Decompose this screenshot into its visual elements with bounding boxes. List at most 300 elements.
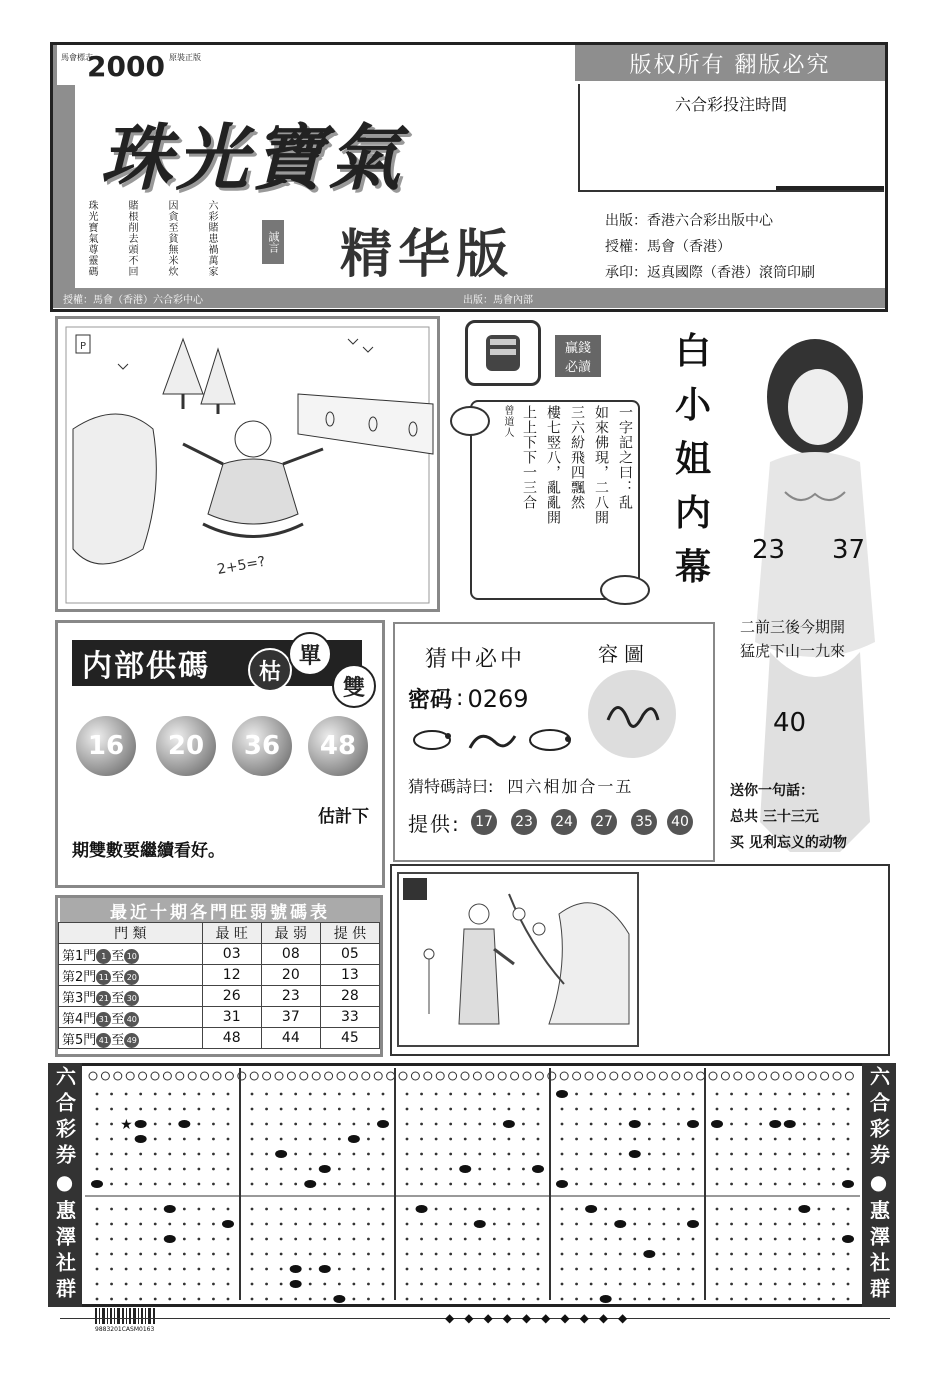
scroll-curl-bottom (600, 575, 650, 605)
grid-dot (788, 1268, 791, 1271)
code-ball: 20 (156, 716, 216, 776)
grid-dot (251, 1298, 254, 1301)
grid-dot (265, 1138, 268, 1141)
grid-dot (154, 1168, 157, 1171)
grid-dot (420, 1223, 423, 1226)
grid-dot (168, 1123, 171, 1126)
grid-dot (265, 1208, 268, 1211)
grid-dot (420, 1138, 423, 1141)
grid-dot (803, 1153, 806, 1156)
logo (57, 45, 207, 85)
grid-dot (847, 1208, 850, 1211)
grid-dot (493, 1138, 496, 1141)
grid-dot (227, 1183, 230, 1186)
grid-header-dot (411, 1072, 419, 1080)
grid-dot (406, 1108, 409, 1111)
grid-dot (125, 1268, 128, 1271)
grid-dot (817, 1223, 820, 1226)
grid-dot (449, 1298, 452, 1301)
grid-dot (633, 1253, 636, 1256)
grid-dot (575, 1138, 578, 1141)
grid-dot (323, 1253, 326, 1256)
grid-dot (774, 1093, 777, 1096)
grid-dot (265, 1238, 268, 1241)
stats-table (58, 922, 380, 1049)
grid-header-dot (808, 1072, 816, 1080)
grid-header-dot (461, 1072, 469, 1080)
grid-dot (803, 1138, 806, 1141)
cold-cell: 08 (261, 944, 320, 965)
grid-dot (803, 1223, 806, 1226)
grid-dot (125, 1298, 128, 1301)
grid-side-label-right: 六合彩券●惠澤社群 (862, 1063, 896, 1307)
grid-dot (183, 1268, 186, 1271)
verse-line: 一字記之曰：乱 (617, 405, 633, 510)
grid-header-dot (399, 1072, 407, 1080)
grid-dot (817, 1153, 820, 1156)
grid-dot (575, 1238, 578, 1241)
grid-dot (537, 1183, 540, 1186)
grid-header-dot (759, 1072, 767, 1080)
grid-dot (251, 1208, 254, 1211)
grid-header-dot (622, 1072, 630, 1080)
grid-dot (309, 1253, 312, 1256)
grid-dot (832, 1123, 835, 1126)
grid-dot (590, 1183, 593, 1186)
grid-dot (435, 1108, 438, 1111)
grid-dot (110, 1238, 113, 1241)
grid-dot (604, 1183, 607, 1186)
grid-header-dot (349, 1072, 357, 1080)
grid-dot (774, 1108, 777, 1111)
grid-dot (464, 1238, 467, 1241)
grid-dot (730, 1138, 733, 1141)
grid-dot (561, 1238, 564, 1241)
lottery-grid (85, 1066, 860, 1304)
provide-ball: 23 (511, 809, 537, 835)
dragon-icon (470, 736, 515, 748)
grid-dot (294, 1138, 297, 1141)
grid-dot (604, 1268, 607, 1271)
grid-dot (309, 1298, 312, 1301)
grid-dot (406, 1268, 409, 1271)
grid-dot (251, 1283, 254, 1286)
cold-cell: 23 (261, 986, 320, 1007)
grid-dot (745, 1168, 748, 1171)
grid-mark (91, 1180, 103, 1188)
verse (500, 405, 635, 525)
grid-dot (323, 1208, 326, 1211)
grid-dot (125, 1238, 128, 1241)
grid-dot (125, 1208, 128, 1211)
grid-header-dot (374, 1072, 382, 1080)
grid-dot (251, 1183, 254, 1186)
grid-dot (449, 1238, 452, 1241)
grid-dot (619, 1298, 622, 1301)
grid-dot (692, 1168, 695, 1171)
grid-dot (265, 1183, 268, 1186)
grid-dot (168, 1168, 171, 1171)
barcode-number: 9883201CASM0163 (95, 1326, 155, 1333)
grid-dot (367, 1268, 370, 1271)
grid-dot (323, 1238, 326, 1241)
grid-mark (348, 1135, 360, 1143)
grid-dot (227, 1168, 230, 1171)
grid-dot (96, 1223, 99, 1226)
grid-dot (774, 1153, 777, 1156)
grid-dot (648, 1138, 651, 1141)
grid-dot (745, 1238, 748, 1241)
grid-dot (323, 1138, 326, 1141)
grid-dot (522, 1208, 525, 1211)
grid-dot (212, 1138, 215, 1141)
grid-dot (435, 1283, 438, 1286)
grid-dot (435, 1298, 438, 1301)
grid-dot (154, 1298, 157, 1301)
grid-dot (803, 1108, 806, 1111)
grid-dot (648, 1183, 651, 1186)
grid-dot (633, 1093, 636, 1096)
grid-header-dot (845, 1072, 853, 1080)
publisher-info (605, 208, 815, 286)
grid-dot (537, 1093, 540, 1096)
grid-mark (687, 1120, 699, 1128)
grid-dot (730, 1298, 733, 1301)
grid-dot (478, 1138, 481, 1141)
grid-dot (280, 1208, 283, 1211)
grid-dot (294, 1168, 297, 1171)
grid-dot (168, 1183, 171, 1186)
grid-dot (464, 1123, 467, 1126)
grid-header-dot (560, 1072, 568, 1080)
logo-right-text: 原裝正版 (169, 53, 201, 62)
send-phrase-line: 总共 三十三元 (730, 809, 819, 825)
grid-dot (338, 1283, 341, 1286)
girl-hint (740, 615, 845, 663)
grid-dot (183, 1223, 186, 1226)
table-row (59, 965, 380, 986)
scroll-curl-top (450, 406, 490, 436)
poem-label: 猜特碼詩曰: (408, 777, 494, 796)
grid-dot (522, 1168, 525, 1171)
grid-dot (294, 1253, 297, 1256)
grid-dot (522, 1183, 525, 1186)
grid-dot (352, 1153, 355, 1156)
grid-dot (716, 1183, 719, 1186)
grid-dot (847, 1138, 850, 1141)
grid-dot (183, 1208, 186, 1211)
grid-dot (832, 1168, 835, 1171)
grid-dot (449, 1283, 452, 1286)
table-row (59, 1028, 380, 1049)
grid-dot (265, 1108, 268, 1111)
grid-dot (449, 1268, 452, 1271)
grid-dot (759, 1123, 762, 1126)
grid-dot (507, 1093, 510, 1096)
grid-dot (251, 1168, 254, 1171)
grid-mark (319, 1265, 331, 1273)
grid-dot (590, 1253, 593, 1256)
grid-dot (522, 1153, 525, 1156)
grid-dot (561, 1208, 564, 1211)
grid-dot (183, 1153, 186, 1156)
grid-dot (677, 1253, 680, 1256)
grid-dot (280, 1168, 283, 1171)
grid-dot (507, 1253, 510, 1256)
grid-header-dot (337, 1072, 345, 1080)
grid-dot (575, 1298, 578, 1301)
grid-dot (832, 1298, 835, 1301)
grid-dot (730, 1093, 733, 1096)
grid-dot (197, 1208, 200, 1211)
slogan (85, 200, 255, 290)
grid-dot (338, 1123, 341, 1126)
grid-dot (478, 1123, 481, 1126)
grid-header-dot (101, 1072, 109, 1080)
grid-dot (280, 1238, 283, 1241)
grid-header-dot (486, 1072, 494, 1080)
grid-dot (575, 1123, 578, 1126)
grid-dot (716, 1253, 719, 1256)
gate-cell: 第1門 1 至 10 (59, 944, 203, 965)
grid-dot (352, 1268, 355, 1271)
grid-mark (614, 1220, 626, 1228)
grid-header-dot (771, 1072, 779, 1080)
grid-dot (227, 1208, 230, 1211)
grid-dot (575, 1253, 578, 1256)
pick-cell: 05 (320, 944, 379, 965)
grid-dot (648, 1153, 651, 1156)
grid-dot (212, 1283, 215, 1286)
gate-cell: 第2門 11 至 20 (59, 965, 203, 986)
grid-dot (294, 1223, 297, 1226)
grid-dot (464, 1093, 467, 1096)
grid-dot (435, 1138, 438, 1141)
grid-dot (493, 1223, 496, 1226)
grid-dot (352, 1253, 355, 1256)
grid-dot (633, 1183, 636, 1186)
grid-dot (382, 1268, 385, 1271)
grid-dot (265, 1298, 268, 1301)
grid-dot (251, 1268, 254, 1271)
grid-dot (759, 1108, 762, 1111)
grid-dot (507, 1238, 510, 1241)
grid-dot (604, 1153, 607, 1156)
grid-dot (832, 1183, 835, 1186)
grid-dot (367, 1298, 370, 1301)
grid-dot (633, 1223, 636, 1226)
provide-ball: 35 (631, 809, 657, 835)
grid-dot (590, 1138, 593, 1141)
gate-cell: 第5門 41 至 49 (59, 1028, 203, 1049)
grid-dot (633, 1238, 636, 1241)
grid-dot (212, 1183, 215, 1186)
boy-illustration-art (58, 319, 437, 609)
grid-dot (759, 1183, 762, 1186)
grid-dot (774, 1238, 777, 1241)
grid-dot (817, 1168, 820, 1171)
grid-dot (323, 1123, 326, 1126)
grid-dot (367, 1123, 370, 1126)
grid-dot (817, 1238, 820, 1241)
grid-dot (309, 1238, 312, 1241)
grid-dot (730, 1238, 733, 1241)
grid-dot (759, 1298, 762, 1301)
grid-mark (164, 1205, 176, 1213)
grid-dot (168, 1298, 171, 1301)
grid-dot (406, 1093, 409, 1096)
grid-dot (139, 1208, 142, 1211)
grid-dot (464, 1183, 467, 1186)
grid-dot (817, 1183, 820, 1186)
grid-dot (323, 1093, 326, 1096)
svg-text:P: P (80, 341, 87, 352)
grid-dot (435, 1223, 438, 1226)
grid-dot (730, 1223, 733, 1226)
grid-dot (507, 1268, 510, 1271)
grid-dot (183, 1253, 186, 1256)
grid-dot (537, 1138, 540, 1141)
grid-mark (842, 1235, 854, 1243)
grid-header-dot (721, 1072, 729, 1080)
grid-dot (212, 1298, 215, 1301)
grid-dot (309, 1093, 312, 1096)
grid-dot (352, 1123, 355, 1126)
grid-header-dot (250, 1072, 258, 1080)
grid-dot (110, 1183, 113, 1186)
provide-ball: 17 (471, 809, 497, 835)
grid-dot (352, 1298, 355, 1301)
grid-dot (788, 1238, 791, 1241)
grid-dot (575, 1168, 578, 1171)
grid-dot (352, 1108, 355, 1111)
grid-dot (352, 1093, 355, 1096)
masthead-footer-right: 出版：馬會內部 (463, 294, 533, 306)
grid-dot (227, 1123, 230, 1126)
grid-dot (154, 1153, 157, 1156)
grid-mark (532, 1165, 544, 1173)
grid-dot (507, 1283, 510, 1286)
grid-dot (677, 1223, 680, 1226)
grid-dot (367, 1283, 370, 1286)
grid-dot (280, 1108, 283, 1111)
grid-dot (847, 1283, 850, 1286)
grid-mark (643, 1250, 655, 1258)
grid-dot (110, 1223, 113, 1226)
grid-dot (382, 1208, 385, 1211)
grid-dot (759, 1208, 762, 1211)
grid-dot (154, 1093, 157, 1096)
grid-dot (183, 1298, 186, 1301)
grid-dot (788, 1223, 791, 1226)
grid-dot (507, 1208, 510, 1211)
grid-dot (677, 1138, 680, 1141)
grid-dot (96, 1253, 99, 1256)
grid-dot (352, 1183, 355, 1186)
grid-dot (774, 1298, 777, 1301)
grid-mark (333, 1295, 345, 1303)
grid-dot (227, 1093, 230, 1096)
grid-dot (788, 1298, 791, 1301)
grid-dot (774, 1138, 777, 1141)
grid-dot (478, 1208, 481, 1211)
grid-dot (493, 1168, 496, 1171)
grid-dot (323, 1183, 326, 1186)
grid-dot (493, 1238, 496, 1241)
grid-dot (139, 1268, 142, 1271)
grid-dot (561, 1298, 564, 1301)
grid-dot (716, 1108, 719, 1111)
grid-dot (294, 1153, 297, 1156)
grid-dot (294, 1123, 297, 1126)
grid-dot (110, 1123, 113, 1126)
grid-dot (692, 1238, 695, 1241)
grid-dot (212, 1108, 215, 1111)
grid-dot (338, 1223, 341, 1226)
poem-text: 四六相加合一五 (507, 777, 634, 796)
grid-dot (759, 1093, 762, 1096)
grid-dot (692, 1268, 695, 1271)
grid-dot (251, 1153, 254, 1156)
grid-dot (561, 1223, 564, 1226)
grid-dot (227, 1138, 230, 1141)
pick-cell: 45 (320, 1028, 379, 1049)
provide-label: 提供: (408, 812, 461, 836)
grid-dot (294, 1298, 297, 1301)
grid-dot (692, 1093, 695, 1096)
grid-dot (294, 1238, 297, 1241)
grid-mark (600, 1295, 612, 1303)
stats-header: 提 供 (320, 923, 379, 944)
grid-header-dot (151, 1072, 159, 1080)
grid-dot (537, 1208, 540, 1211)
secret-code-label: 密码 (408, 688, 453, 713)
page-subtitle: 精华版 (340, 224, 515, 285)
grid-dot (478, 1153, 481, 1156)
slogan-tag: 誠言 (262, 220, 284, 264)
grid-dot (507, 1183, 510, 1186)
grid-dot (817, 1298, 820, 1301)
grid-dot (788, 1093, 791, 1096)
verse-line: 上上下下一三合 (521, 405, 537, 510)
grid-mark (585, 1205, 597, 1213)
grid-dot (788, 1168, 791, 1171)
guess-title: 猜中必中 (425, 647, 526, 672)
grid-dot (575, 1268, 578, 1271)
grid-dot (590, 1093, 593, 1096)
grid-dot (537, 1153, 540, 1156)
grid-header-dot (176, 1072, 184, 1080)
grid-dot (493, 1093, 496, 1096)
grid-dot (745, 1108, 748, 1111)
grid-dot (774, 1183, 777, 1186)
bet-time-title: 六合彩投注時間 (674, 95, 787, 114)
publisher-line: 出版：香港六合彩出版中心 (605, 213, 773, 229)
grid-dot (537, 1238, 540, 1241)
grid-header-dot (287, 1072, 295, 1080)
grid-dot (280, 1268, 283, 1271)
secret-code: 密码 : 0269 (408, 684, 529, 713)
grid-dot (212, 1168, 215, 1171)
grid-dot (692, 1108, 695, 1111)
code-ball: 48 (308, 716, 368, 776)
grid-dot (478, 1238, 481, 1241)
grid-dot (212, 1123, 215, 1126)
girl-hint-line: 二前三後今期開 (740, 618, 846, 636)
grid-dot (478, 1298, 481, 1301)
grid-dot (212, 1238, 215, 1241)
grid-dot (478, 1168, 481, 1171)
